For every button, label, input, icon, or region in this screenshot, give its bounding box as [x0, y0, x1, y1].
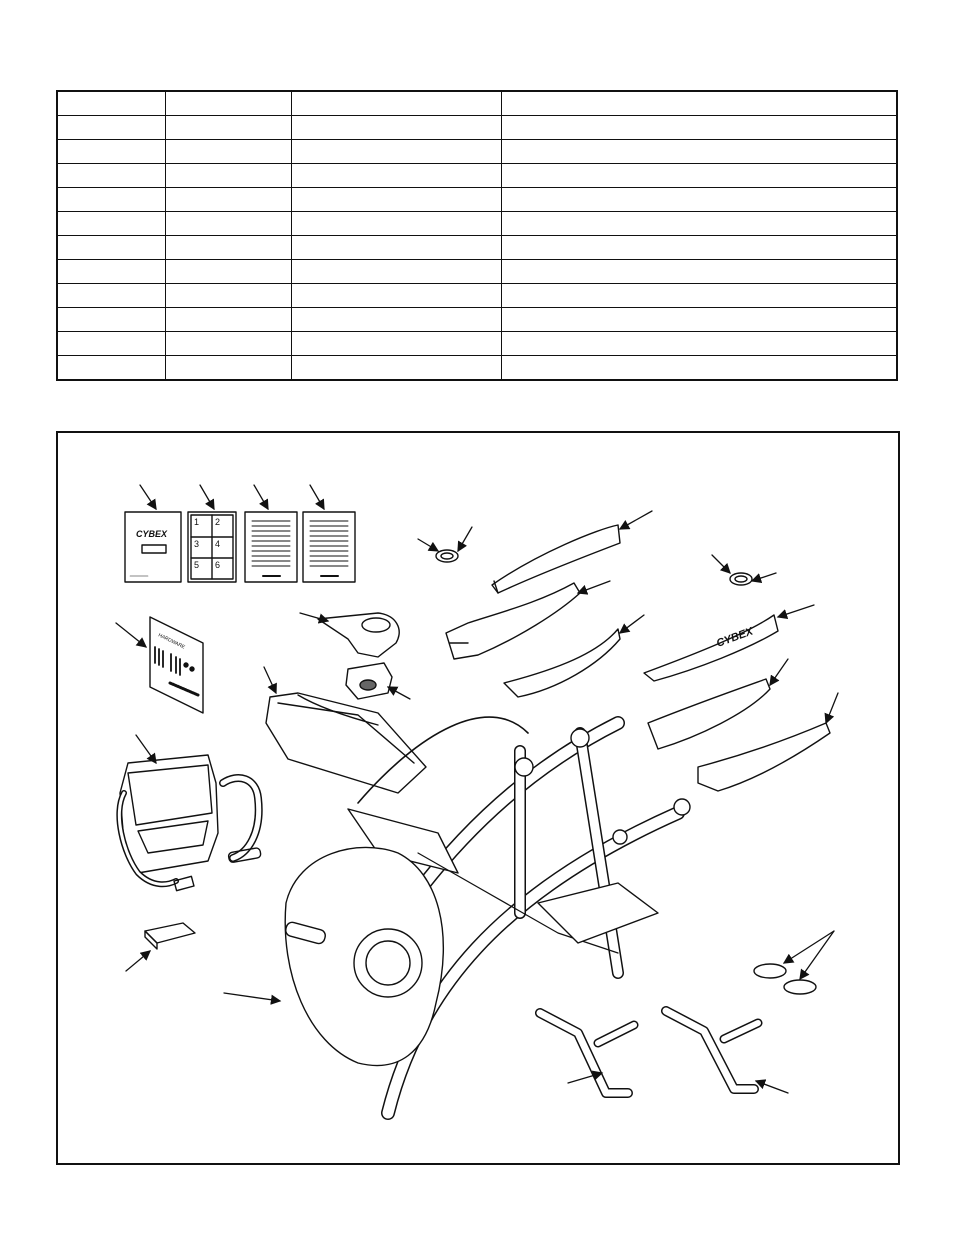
side-shroud-right-upper: [648, 679, 770, 749]
parts-table-cell: [291, 212, 501, 236]
parts-table-cell: [501, 308, 897, 332]
parts-table-cell: [57, 140, 165, 164]
parts-table-cell: [165, 260, 291, 284]
parts-illustration: [58, 433, 898, 1163]
grid-label-2: 2: [215, 517, 221, 527]
exploded-parts-figure: [56, 431, 900, 1165]
parts-table-cell: [291, 356, 501, 381]
parts-table-cell: [501, 116, 897, 140]
parts-table-cell: [57, 164, 165, 188]
parts-table-cell: [57, 332, 165, 356]
pedal-arm-right: [666, 1011, 758, 1089]
parts-table-cell: [291, 188, 501, 212]
side-shroud-center-lower: [504, 629, 620, 697]
parts-table: [56, 90, 898, 381]
parts-table-cell: [57, 116, 165, 140]
parts-table-cell: [165, 212, 291, 236]
cover-brand-logo: CYBEX: [714, 625, 755, 650]
cup-holder-shroud: [318, 613, 399, 657]
parts-table-row: [57, 212, 897, 236]
parts-table-cell: [291, 140, 501, 164]
parts-table-cell: [57, 356, 165, 381]
grid-label-6: 6: [215, 560, 221, 570]
wire-clip-right: [730, 573, 752, 585]
top-cover-center: [492, 525, 620, 593]
parts-table-row: [57, 164, 897, 188]
parts-table-row: [57, 91, 897, 116]
parts-table-row: [57, 236, 897, 260]
parts-table-row: [57, 308, 897, 332]
parts-table-cell: [291, 91, 501, 116]
parts-table-cell: [501, 284, 897, 308]
side-shroud-right-lower: [698, 723, 830, 791]
parts-table-cell: [57, 260, 165, 284]
pivot-cover: [346, 663, 392, 699]
parts-table-row: [57, 188, 897, 212]
parts-table-cell: [501, 356, 897, 381]
manual-brand-logo: CYBEX: [136, 529, 168, 539]
parts-table-cell: [165, 164, 291, 188]
parts-table-cell: [501, 140, 897, 164]
top-cover-right: [644, 615, 778, 681]
parts-table-cell: [501, 260, 897, 284]
parts-table-cell: [165, 140, 291, 164]
warranty-doc: [303, 512, 355, 582]
parts-table-cell: [57, 188, 165, 212]
parts-table-cell: [57, 91, 165, 116]
grid-label-1: 1: [194, 517, 200, 527]
parts-table-row: [57, 116, 897, 140]
owners-manual: [125, 512, 181, 582]
parts-table-cell: [165, 308, 291, 332]
parts-table-cell: [165, 332, 291, 356]
parts-table-cell: [291, 236, 501, 260]
side-shroud-center-upper: [446, 583, 580, 659]
grid-label-3: 3: [194, 539, 200, 549]
wire-clip-left: [436, 550, 458, 562]
parts-table-row: [57, 284, 897, 308]
parts-table-cell: [501, 212, 897, 236]
parts-table-cell: [165, 188, 291, 212]
parts-table-cell: [291, 116, 501, 140]
parts-table-cell: [501, 164, 897, 188]
console-assembly: [119, 755, 261, 891]
parts-table-cell: [291, 164, 501, 188]
parts-table-cell: [165, 116, 291, 140]
parts-table-cell: [165, 356, 291, 381]
parts-table-cell: [57, 236, 165, 260]
grid-label-5: 5: [194, 560, 200, 570]
front-shroud: [266, 693, 426, 793]
parts-table-cell: [291, 260, 501, 284]
flywheel-shroud: [284, 847, 443, 1065]
parts-table-cell: [501, 332, 897, 356]
parts-table-cell: [57, 284, 165, 308]
parts-table-cell: [165, 91, 291, 116]
parts-table-body: [57, 91, 897, 380]
quick-start-sheet: [188, 512, 236, 582]
parts-table-cell: [57, 212, 165, 236]
grid-label-4: 4: [215, 539, 221, 549]
parts-table-cell: [165, 236, 291, 260]
parts-table-row: [57, 140, 897, 164]
assembly-instructions-doc: [245, 512, 297, 582]
parts-table-row: [57, 260, 897, 284]
parts-table-cell: [501, 236, 897, 260]
parts-table-cell: [501, 91, 897, 116]
parts-table-row: [57, 356, 897, 381]
pedal-arm-left: [540, 1013, 634, 1093]
parts-table-cell: [291, 332, 501, 356]
parts-table-row: [57, 332, 897, 356]
parts-table-cell: [165, 284, 291, 308]
hardware-card: [150, 617, 203, 713]
hardware-card-label: HARDWARE: [157, 632, 186, 651]
console-bracket: [145, 923, 195, 949]
parts-table-cell: [57, 308, 165, 332]
parts-table-cell: [501, 188, 897, 212]
parts-table-cell: [291, 308, 501, 332]
parts-table-cell: [291, 284, 501, 308]
